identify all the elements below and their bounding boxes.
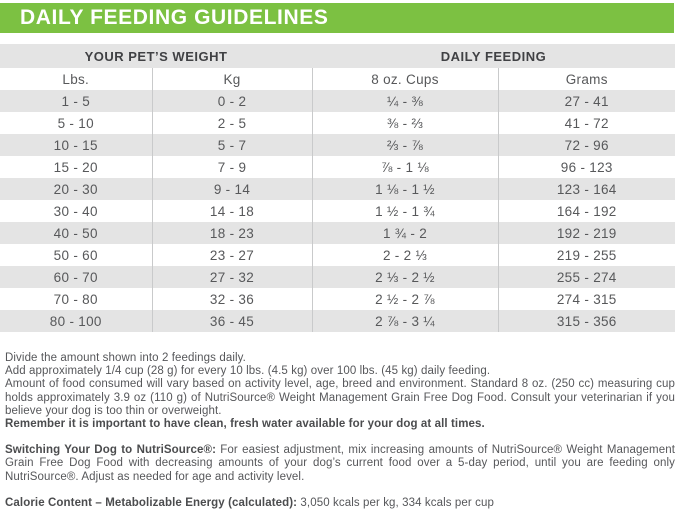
title-bar bbox=[0, 3, 674, 33]
feeding-guidelines-table bbox=[0, 44, 675, 332]
table-cell: 9 - 14 bbox=[152, 178, 312, 200]
table-cell: 30 - 40 bbox=[53, 203, 98, 219]
table-row bbox=[0, 90, 675, 112]
table-cell: 96 - 123 bbox=[498, 156, 675, 178]
table-group-header-row bbox=[0, 44, 675, 68]
column-header-cups: 8 oz. Cups bbox=[312, 68, 498, 90]
table-cell: 50 - 60 bbox=[53, 247, 98, 263]
note-water-reminder: Remember it is important to have clean, fresh water available for your dog at all times. bbox=[5, 418, 485, 431]
table-row bbox=[0, 310, 675, 332]
table-cell: 36 - 45 bbox=[152, 310, 312, 332]
calorie-content-line bbox=[5, 497, 675, 510]
table-row bbox=[0, 200, 675, 222]
switching-paragraph bbox=[5, 444, 675, 484]
note-divide-feedings: Divide the amount shown into 2 feedings daily. bbox=[5, 352, 246, 364]
table-row bbox=[0, 112, 675, 134]
table-cell: 18 - 23 bbox=[152, 222, 312, 244]
calorie-text: 3,050 kcals per kg, 334 kcals per cup bbox=[297, 496, 494, 509]
table-cell: 255 - 274 bbox=[498, 266, 675, 288]
table-row bbox=[0, 288, 675, 310]
table-cell: 2 ½ - 2 ⅞ bbox=[312, 288, 498, 310]
table-column-header-row bbox=[0, 68, 675, 90]
table-row bbox=[0, 266, 675, 288]
switching-text: For easiest adjustment, mix increasing amounts of NutriSource® Weight Management Grain Free Dog Food with decreasing amounts of your dog’s current food over a 5-day period, until you are feeding only NutriSource®. Adjust as needed for age and activity level. bbox=[5, 444, 676, 483]
table-cell: 1 - 5 bbox=[61, 93, 90, 109]
table-cell: 41 - 72 bbox=[498, 112, 675, 134]
table-cell: 1 ¾ - 2 bbox=[312, 222, 498, 244]
table-cell: 32 - 36 bbox=[152, 288, 312, 310]
group-header-daily-feeding: DAILY FEEDING bbox=[312, 44, 675, 68]
calorie-label: Calorie Content – Metabolizable Energy (calculated): bbox=[5, 496, 298, 509]
table-cell: 5 - 7 bbox=[152, 134, 312, 156]
table-cell: 192 - 219 bbox=[498, 222, 675, 244]
feeding-notes bbox=[5, 352, 675, 510]
table-row bbox=[0, 156, 675, 178]
table-cell: 14 - 18 bbox=[152, 200, 312, 222]
table-cell: 2 - 5 bbox=[152, 112, 312, 134]
feeding-table-body bbox=[0, 90, 675, 332]
table-cell: 60 - 70 bbox=[53, 269, 98, 285]
table-cell: 1 ½ - 1 ¾ bbox=[312, 200, 498, 222]
table-cell: 2 ⅓ - 2 ½ bbox=[312, 266, 498, 288]
table-cell: 10 - 15 bbox=[53, 137, 98, 153]
column-header-lbs: Lbs. bbox=[0, 68, 152, 90]
column-header-grams: Grams bbox=[498, 68, 675, 90]
note-add-quarter-cup: Add approximately 1/4 cup (28 g) for every 10 lbs. (4.5 kg) over 100 lbs. (45 kg) daily feeding. bbox=[5, 365, 491, 378]
table-cell: 23 - 27 bbox=[152, 244, 312, 266]
table-cell: 123 - 164 bbox=[498, 178, 675, 200]
table-cell: 70 - 80 bbox=[53, 291, 98, 307]
table-cell: 80 - 100 bbox=[49, 313, 102, 329]
column-header-kg: Kg bbox=[152, 68, 312, 90]
note-amount-varies: Amount of food consumed will vary based on activity level, age, breed and environment. Standard 8 oz. (250 cc) measuring cup holds approximately 3.9 oz (110 g) of NutriSource® Weight Management Grain Free Dog Food. Consult your veterinarian if you believe your dog is too thin or overweight. bbox=[5, 378, 675, 417]
table-row bbox=[0, 178, 675, 200]
group-header-pet-weight: YOUR PET’S WEIGHT bbox=[0, 44, 312, 68]
table-cell: 27 - 32 bbox=[152, 266, 312, 288]
table-cell: 20 - 30 bbox=[53, 181, 98, 197]
table-cell: ⅞ - 1 ⅛ bbox=[312, 156, 498, 178]
table-row bbox=[0, 222, 675, 244]
table-cell: 164 - 192 bbox=[498, 200, 675, 222]
table-cell: 40 - 50 bbox=[53, 225, 98, 241]
table-cell: 274 - 315 bbox=[498, 288, 675, 310]
table-cell: 15 - 20 bbox=[53, 159, 98, 175]
table-row bbox=[0, 134, 675, 156]
table-cell: ¼ - ⅜ bbox=[312, 90, 498, 112]
table-cell: 2 ⅞ - 3 ¼ bbox=[312, 310, 498, 332]
table-cell: 1 ⅛ - 1 ½ bbox=[312, 178, 498, 200]
table-cell: 219 - 255 bbox=[498, 244, 675, 266]
table-cell: ⅜ - ⅔ bbox=[312, 112, 498, 134]
table-cell: 5 - 10 bbox=[57, 115, 94, 131]
page-title: DAILY FEEDING GUIDELINES bbox=[20, 6, 329, 29]
switching-label: Switching Your Dog to NutriSource®: bbox=[5, 444, 217, 457]
table-cell: ⅔ - ⅞ bbox=[312, 134, 498, 156]
table-cell: 27 - 41 bbox=[498, 90, 675, 112]
table-cell: 2 - 2 ⅓ bbox=[312, 244, 498, 266]
table-cell: 72 - 96 bbox=[498, 134, 675, 156]
table-cell: 7 - 9 bbox=[152, 156, 312, 178]
table-row bbox=[0, 244, 675, 266]
table-cell: 0 - 2 bbox=[152, 90, 312, 112]
table-cell: 315 - 356 bbox=[498, 310, 675, 332]
